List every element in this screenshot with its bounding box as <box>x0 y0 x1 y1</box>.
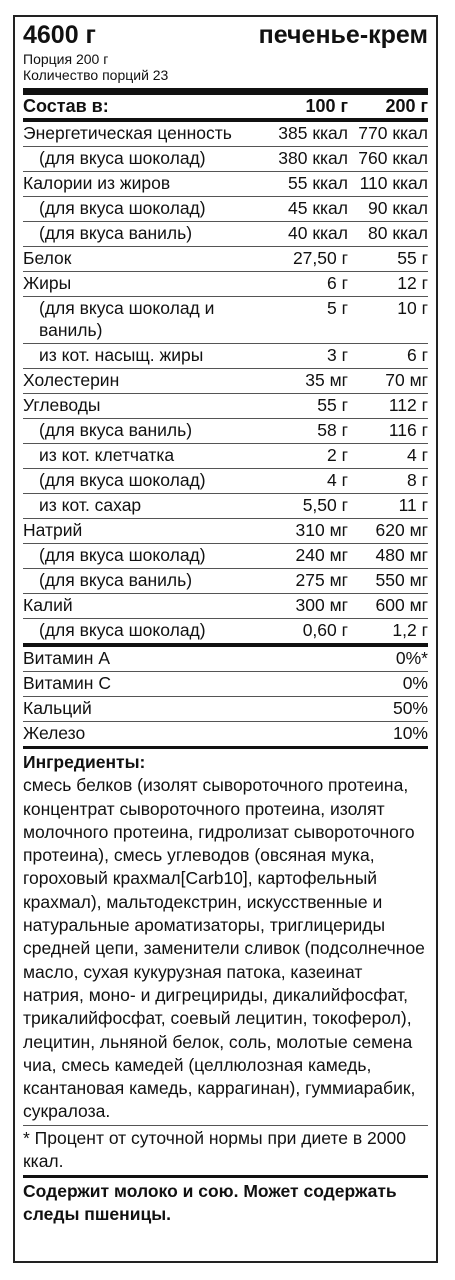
value-per-200g: 4 г <box>407 445 428 465</box>
value-per-200g: 480 мг <box>375 545 428 565</box>
table-row <box>23 569 428 594</box>
serving-size: Порция 200 г <box>23 51 109 67</box>
vitamin-value: 0% <box>402 673 428 693</box>
value-per-200g: 112 г <box>388 395 428 415</box>
table-row <box>23 647 428 672</box>
value-per-100g: 27,50 г <box>292 248 348 268</box>
nutrition-label <box>13 15 438 1263</box>
value-per-100g: 380 ккал <box>278 148 348 168</box>
nutrient-name: Энергетическая ценность <box>23 123 232 143</box>
value-per-200g: 11 г <box>398 495 428 515</box>
ingredients-block <box>23 749 428 1125</box>
nutrient-name: Калий <box>23 595 73 615</box>
table-header-200g: 200 г <box>385 96 428 116</box>
flavor-name: печенье-крем <box>258 21 428 49</box>
table-row <box>23 122 428 147</box>
label-header <box>23 19 428 51</box>
value-per-100g: 385 ккал <box>278 123 348 143</box>
vitamin-name: Кальций <box>23 698 92 718</box>
nutrient-name: Жиры <box>23 273 72 293</box>
value-per-100g: 35 мг <box>305 370 348 390</box>
table-header-100g: 100 г <box>305 96 348 116</box>
value-per-100g: 55 г <box>317 395 348 415</box>
nutrient-name: Углеводы <box>23 395 101 415</box>
value-per-200g: 10 г <box>397 298 428 318</box>
nutrient-name: (для вкуса шоколад) <box>39 198 206 218</box>
value-per-100g: 5,50 г <box>302 495 348 515</box>
nutrient-name: из кот. насыщ. жиры <box>39 345 204 365</box>
table-row <box>23 697 428 722</box>
table-row <box>23 722 428 749</box>
table-header-name: Состав в: <box>23 96 109 116</box>
nutrient-name: (для вкуса шоколад) <box>39 545 206 565</box>
value-per-100g: 300 мг <box>295 595 348 615</box>
table-row <box>23 519 428 544</box>
value-per-100g: 0,60 г <box>302 620 348 640</box>
table-row <box>23 419 428 444</box>
daily-value-footnote: * Процент от суточной нормы при диете в 2000 ккал. <box>23 1125 428 1175</box>
value-per-100g: 5 г <box>327 298 348 318</box>
table-row <box>23 672 428 697</box>
vitamin-name: Витамин А <box>23 648 111 668</box>
package-weight: 4600 г <box>23 21 96 49</box>
table-row <box>23 369 428 394</box>
nutrient-name: из кот. сахар <box>39 495 142 515</box>
vitamin-value: 10% <box>392 723 428 743</box>
nutrient-name: (для вкуса ваниль) <box>39 420 193 440</box>
value-per-200g: 620 мг <box>375 520 428 540</box>
table-row <box>23 619 428 647</box>
value-per-200g: 110 ккал <box>359 173 428 193</box>
ingredients-text: смесь белков (изолят сывороточного протеина, концентрат сывороточного протеина, изолят молочного протеина, гидролизат сывороточного протеина), смесь углеводов (овсяная мука, гороховый крахмал[Carb10], картофельный крахмал), мальтодекстрин, искусственные и натуральные ароматизаторы, триглицериды средней цепи, заменители сливок (подсолнечное масло, сухая кукурузная патока, казеинат натрия, моно- и дигрецириды, дикалийфосфат, трикалийфосфат, соевый лецитин, токоферол), лецитин, льняной белок, соль, молотые семена чиа, смесь камедей (целлюлозная камедь, ксантановая камедь, каррагинан), гуммиарабик, сукралоза. <box>23 775 425 1122</box>
value-per-200g: 116 г <box>388 420 428 440</box>
nutrient-name: Натрий <box>23 520 83 540</box>
nutrient-name: Белок <box>23 248 72 268</box>
value-per-200g: 70 мг <box>385 370 428 390</box>
table-header <box>23 95 428 122</box>
value-per-100g: 58 г <box>317 420 348 440</box>
table-row <box>23 172 428 197</box>
value-per-200g: 6 г <box>407 345 428 365</box>
value-per-200g: 90 ккал <box>368 198 428 218</box>
value-per-200g: 760 ккал <box>358 148 428 168</box>
value-per-100g: 240 мг <box>295 545 348 565</box>
table-row <box>23 247 428 272</box>
allergen-warning: Содержит молоко и сою. Может содержать следы пшеницы. <box>23 1175 428 1226</box>
table-row <box>23 394 428 419</box>
table-row <box>23 494 428 519</box>
value-per-100g: 275 мг <box>295 570 348 590</box>
servings-count: Количество порций 23 <box>23 67 169 83</box>
value-per-100g: 3 г <box>327 345 348 365</box>
value-per-200g: 80 ккал <box>368 223 428 243</box>
table-row <box>23 469 428 494</box>
value-per-200g: 550 мг <box>375 570 428 590</box>
table-row <box>23 594 428 619</box>
nutrient-name: (для вкуса шоколад) <box>39 620 206 640</box>
value-per-100g: 6 г <box>327 273 348 293</box>
table-row <box>23 544 428 569</box>
table-row <box>23 147 428 172</box>
value-per-200g: 12 г <box>397 273 428 293</box>
vitamin-value: 50% <box>392 698 428 718</box>
nutrient-name: (для вкуса ваниль) <box>39 570 193 590</box>
value-per-200g: 600 мг <box>375 595 428 615</box>
nutrient-name: из кот. клетчатка <box>39 445 175 465</box>
vitamin-name: Железо <box>23 723 86 743</box>
value-per-200g: 8 г <box>407 470 428 490</box>
value-per-100g: 2 г <box>327 445 348 465</box>
nutrient-name: (для вкуса ваниль) <box>39 223 193 243</box>
nutrient-name: Холестерин <box>23 370 120 390</box>
table-row <box>23 344 428 369</box>
value-per-100g: 40 ккал <box>288 223 348 243</box>
value-per-200g: 1,2 г <box>392 620 428 640</box>
value-per-100g: 45 ккал <box>288 198 348 218</box>
nutrient-name: Калории из жиров <box>23 173 171 193</box>
nutrient-name: (для вкуса шоколад) <box>39 148 206 168</box>
nutrient-name: (для вкуса шоколад и ваниль) <box>39 298 215 340</box>
value-per-200g: 55 г <box>397 248 428 268</box>
vitamin-name: Витамин С <box>23 673 111 693</box>
value-per-100g: 4 г <box>327 470 348 490</box>
value-per-200g: 770 ккал <box>358 123 428 143</box>
nutrient-table <box>23 122 428 647</box>
value-per-100g: 310 мг <box>295 520 348 540</box>
table-row <box>23 272 428 297</box>
table-row <box>23 222 428 247</box>
vitamin-value: 0%* <box>395 648 428 668</box>
vitamin-table <box>23 647 428 749</box>
table-row <box>23 444 428 469</box>
value-per-100g: 55 ккал <box>288 173 348 193</box>
table-row <box>23 197 428 222</box>
table-row <box>23 297 428 344</box>
nutrient-name: (для вкуса шоколад) <box>39 470 206 490</box>
divider-thick <box>23 88 428 95</box>
ingredients-title: Ингредиенты: <box>23 752 146 772</box>
